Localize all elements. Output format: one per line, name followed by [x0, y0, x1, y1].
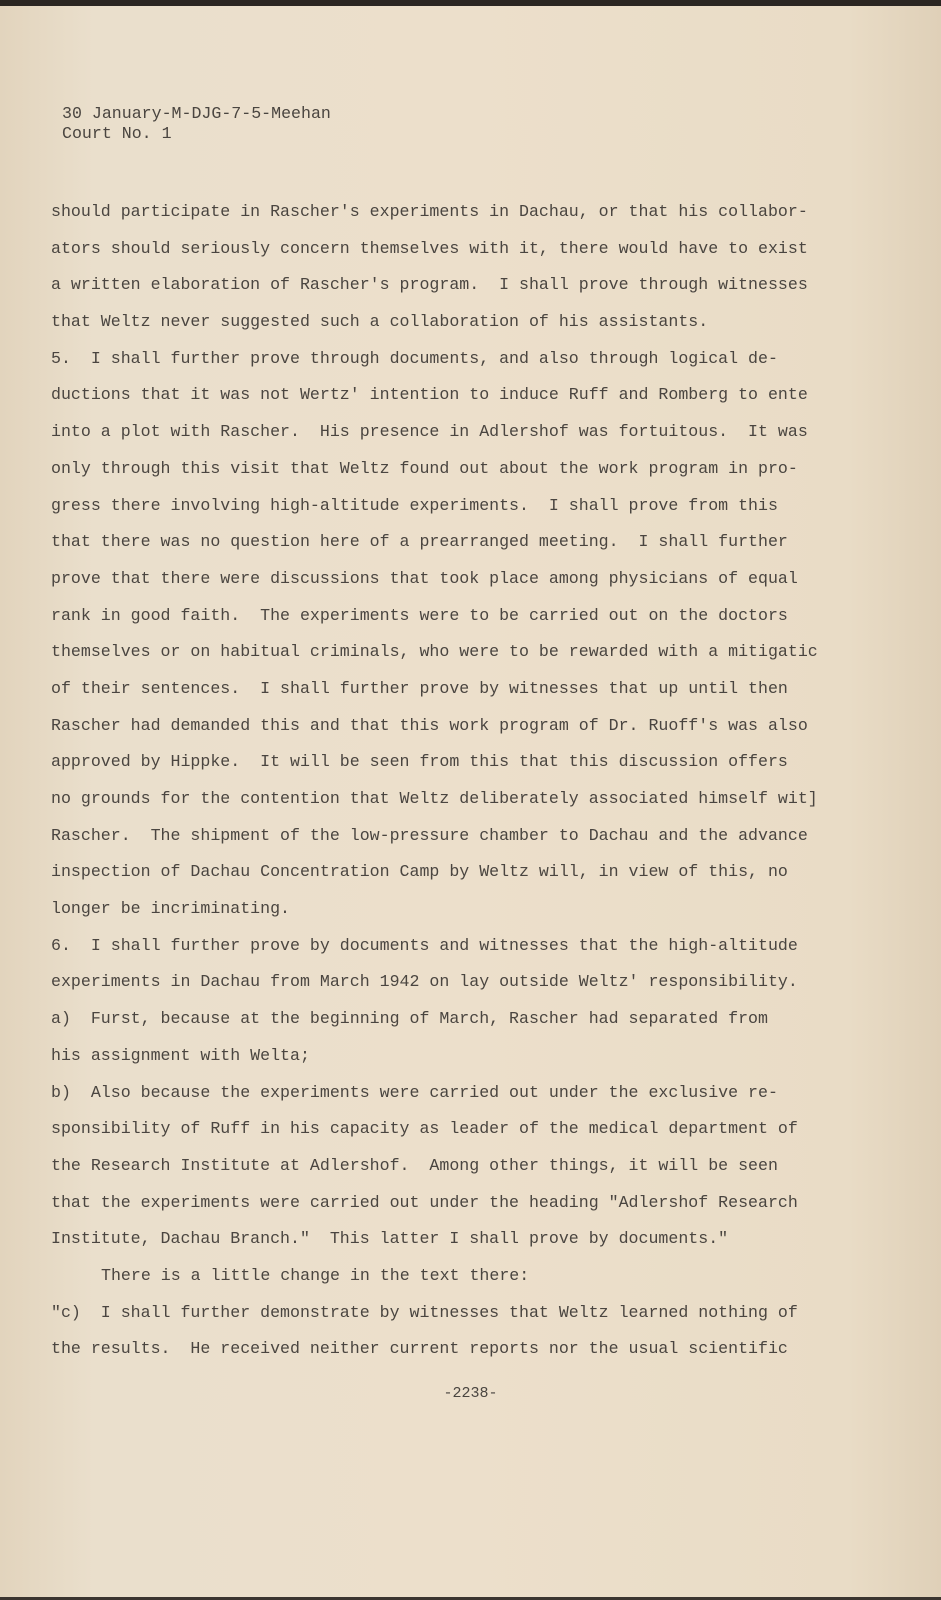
text-line: only through this visit that Weltz found out about the work program in pro- [51, 458, 798, 478]
text-line: into a plot with Rascher. His presence in Adlershof was fortuitous. It was [51, 422, 808, 442]
header-court: Court No. 1 [62, 124, 172, 143]
text-line: Rascher. The shipment of the low-pressure chamber to Dachau and the advance [51, 825, 808, 845]
header-reference: 30 January-M-DJG-7-5-Meehan [62, 104, 331, 123]
text-line: the Research Institute at Adlershof. Among other things, it will be seen [51, 1155, 778, 1175]
text-line: experiments in Dachau from March 1942 on lay outside Weltz' responsibility. [51, 972, 798, 992]
text-line: his assignment with Welta; [51, 1045, 310, 1065]
text-line: 5. I shall further prove through documents, and also through logical de- [51, 348, 778, 368]
text-line: prove that there were discussions that took place among physicians of equal [51, 568, 798, 588]
text-line: rank in good faith. The experiments were to be carried out on the doctors [51, 605, 788, 625]
text-line: should participate in Rascher's experiments in Dachau, or that his collabor- [51, 202, 808, 221]
text-line: sponsibility of Ruff in his capacity as leader of the medical department of [51, 1119, 798, 1139]
scan-edge-top [0, 0, 941, 6]
text-line: b) Also because the experiments were carried out under the exclusive re- [51, 1082, 778, 1102]
text-line: that the experiments were carried out under the heading "Adlershof Research [51, 1192, 798, 1212]
document-body [51, 200, 818, 1374]
page-number: -2238- [443, 1385, 498, 1402]
text-line: a written elaboration of Rascher's program. I shall prove through witnesses [51, 275, 808, 295]
text-line: There is a little change in the text there: [101, 1265, 530, 1285]
text-line: that Weltz never suggested such a collaboration of his assistants. [51, 312, 709, 332]
text-line: themselves or on habitual criminals, who were to be rewarded with a mitigatic [51, 642, 818, 662]
document-header [62, 104, 331, 144]
text-line: inspection of Dachau Concentration Camp by Weltz will, in view of this, no [51, 862, 788, 882]
text-line: gress there involving high-altitude experiments. I shall prove from this [51, 495, 778, 515]
text-line: ductions that it was not Wertz' intention to induce Ruff and Romberg to ente [51, 385, 808, 405]
text-line: "c) I shall further demonstrate by witnesses that Weltz learned nothing of [51, 1302, 798, 1322]
text-line: Institute, Dachau Branch." This latter I shall prove by documents." [51, 1229, 729, 1249]
text-line: ators should seriously concern themselves with it, there would have to exist [51, 238, 808, 258]
text-line: a) Furst, because at the beginning of March, Rascher had separated from [51, 1009, 768, 1029]
text-line: that there was no question here of a prearranged meeting. I shall further [51, 532, 788, 552]
text-line: Rascher had demanded this and that this work program of Dr. Ruoff's was also [51, 715, 808, 735]
text-line: the results. He received neither current reports nor the usual scientific [51, 1339, 788, 1359]
text-line: approved by Hippke. It will be seen from this that this discussion offers [51, 752, 788, 772]
text-line: no grounds for the contention that Weltz deliberately associated himself wit] [51, 789, 818, 808]
text-line: 6. I shall further prove by documents and witnesses that the high-altitude [51, 935, 798, 955]
text-line: of their sentences. I shall further prove by witnesses that up until then [51, 678, 788, 698]
text-line: longer be incriminating. [51, 899, 290, 919]
